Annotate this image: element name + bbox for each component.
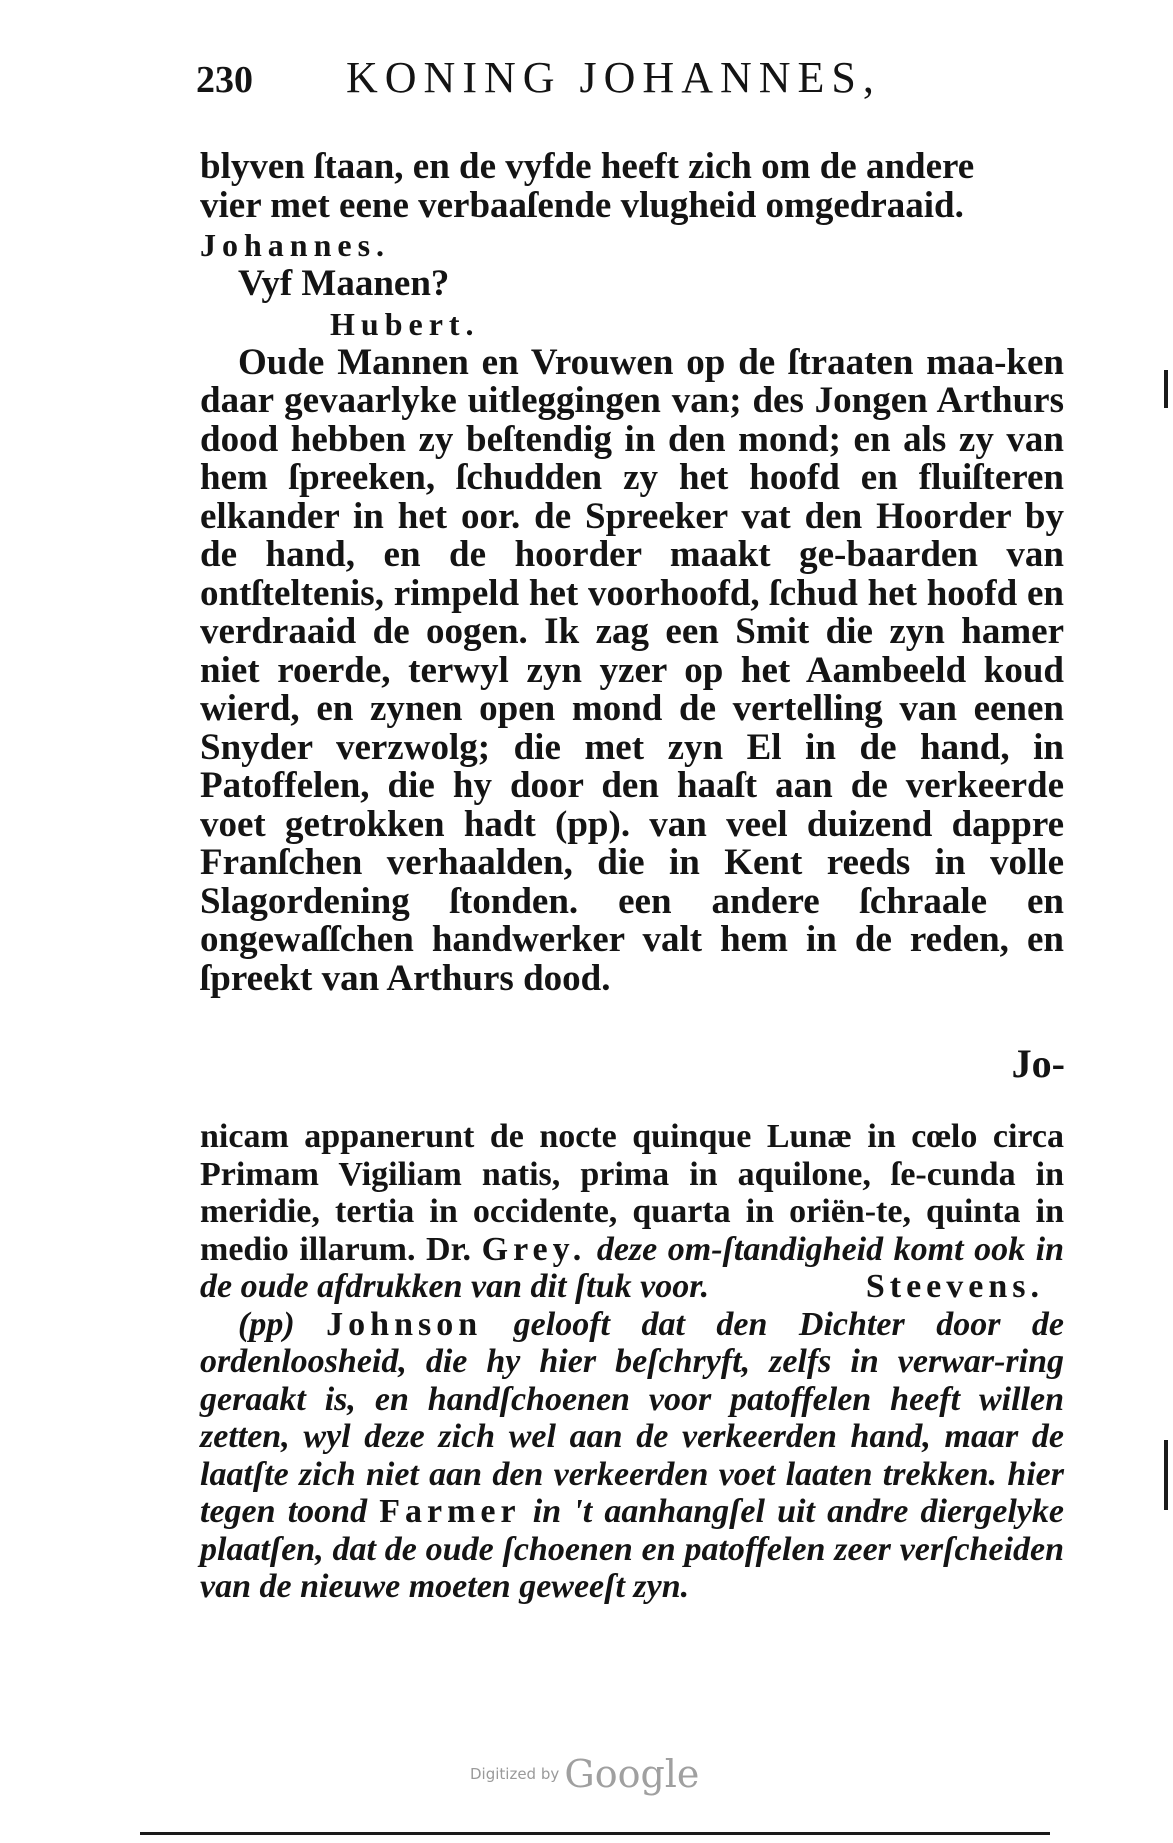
catchword: Jo-: [1011, 1041, 1065, 1086]
main-text: [200, 148, 1064, 998]
watermark-logo: Google: [564, 1752, 700, 1796]
footnote-pp: [200, 1306, 1064, 1606]
speaker-label: Johannes.: [200, 227, 391, 263]
page-header: [196, 52, 1056, 112]
footnote-author: Farmer: [379, 1493, 521, 1530]
watermark-prefix: Digitized by: [470, 1765, 560, 1783]
footnote-author: Johnson: [326, 1305, 483, 1343]
digitized-watermark: [470, 1752, 730, 1796]
footnote-text: nicam appanerunt de nocte quinque Lunæ in cœlo circa Primam Vigiliam natis, prima in aquilone, ſe-cunda in meridie, tertia in occidente, quarta in oriën-te, quinta in medio illarum. Dr.: [200, 1118, 1064, 1268]
footnote-marker: (pp): [238, 1305, 295, 1343]
footnotes: [200, 1118, 1064, 1606]
text-line: vier met eene verbaaſende vlugheid omgedraaid.: [200, 184, 964, 226]
running-title: KONING JOHANNES,: [346, 53, 881, 102]
page-edge-mark: [1164, 1440, 1168, 1510]
speech-paragraph: Oude Mannen en Vrouwen op de ſtraaten maa-ken daar gevaarlyke uitleggingen van; des Jongen Arthurs dood hebben zy beſtendig in den mond; en als zy van hem ſpreeken, ſchudden zy het hoofd en fluiſteren elkander in het oor. de Spreeker vat den Hoorder by de hand, en de hoorder maakt ge-baarden van ontſteltenis, rimpeld het voorhoofd, ſchud het hoofd en verdraaid de oogen. Ik zag een Smit die zyn hamer niet roerde, terwyl zyn yzer op het Aambeeld koud wierd, en zynen open mond de vertelling van eenen Snyder verzwolg; die met zyn El in de hand, in Patoffelen, die hy door den haaſt aan de verkeerde voet getrokken hadt (pp). van veel duizend dappre Franſchen verhaalden, die in Kent reeds in volle Slagordening ſtonden. een andere ſchraale en ongewaſſchen handwerker valt hem in de reden, en ſpreekt van Arthurs dood.: [200, 341, 1064, 999]
text-line: blyven ſtaan, en de vyfde heeft zich om de andere: [200, 146, 975, 187]
page-bottom-rule: [140, 1832, 1050, 1835]
footnote-author: Grey.: [481, 1230, 587, 1268]
page-number: 230: [196, 59, 253, 101]
footnote-signature: Steevens.: [865, 1268, 1044, 1305]
footnote-italic-text: deze om-ſtandigheid komt ook in de oude afdrukken van dit ſtuk voor.: [200, 1230, 1065, 1305]
speech-line: Vyf Maanen?: [238, 263, 450, 304]
page-edge-mark: [1164, 370, 1168, 408]
footnote-italic-text: gelooft dat den Dichter door de ordenloosheid, die hy hier beſchryft, zelfs in verwar-ring geraakt is, en handſchoenen voor patoffelen heeft willen zetten, wyl deze zich wel aan de verkeerden hand, maar de laatſte zich niet aan den verkeerden voet laaten trekken. hier tegen toond: [200, 1305, 1065, 1530]
footnote-italic-text: in 't aanhangſel uit andre diergelyke plaatſen, dat de oude ſchoenen en patoffelen zeer verſcheiden van de nieuwe moeten geweeſt zyn.: [200, 1493, 1064, 1605]
footnote-continuation: [200, 1118, 1064, 1306]
speaker-label: Hubert.: [330, 305, 480, 342]
